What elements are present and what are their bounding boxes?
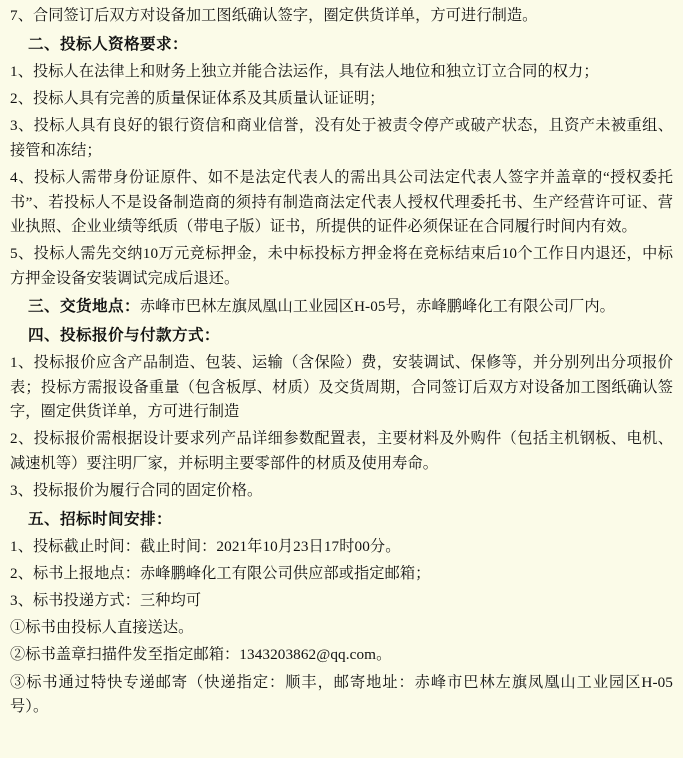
section-heading-5: 五、招标时间安排： <box>28 510 172 528</box>
clause-item: 3、投标人具有良好的银行资信和商业信誉，没有处于被责令停产或破产状态，且资产未被重组、接管和冻结； <box>10 117 673 159</box>
clause-item: 3、投标报价为履行合同的固定价格。 <box>10 482 263 499</box>
clause-item: 7、合同签订后双方对设备加工图纸确认签字，圈定供货详单，方可进行制造。 <box>10 7 538 24</box>
section-heading-3 <box>10 294 673 320</box>
clause-item: 2、投标报价需根据设计要求列产品详细参数配置表，主要材料及外购件（包括主机钢板、电机、减速机等）要注明厂家，并标明主要零部件的材质及使用寿命。 <box>10 430 673 472</box>
clause-sub-item: ③标书通过特快专递邮寄（快递指定：顺丰，邮寄地址：赤峰市巴林左旗凤凰山工业园区H-05号）。 <box>10 673 673 716</box>
section-heading-2: 二、投标人资格要求： <box>28 35 188 53</box>
clause-sub-item: ①标书由投标人直接送达。 <box>10 619 194 637</box>
clause-item: 2、投标人具有完善的质量保证体系及其质量认证证明； <box>10 90 385 107</box>
clause-item: 1、投标报价应含产品制造、包装、运输（含保险）费，安装调试、保修等，并分别列出分项报价表；投标方需报设备重量（包含板厚、材质）及交货周期，合同签订后双方对设备加工图纸确认签字，圈定供货详单，方可进行制造 <box>10 353 673 421</box>
clause-item: 2、标书上报地点：赤峰鹏峰化工有限公司供应部或指定邮箱； <box>10 565 431 582</box>
clause-item: 4、投标人需带身份证原件、如不是法定代表人的需出具公司法定代表人签字并盖章的“授权委托书”、若投标人不是设备制造商的须持有制造商法定代表人授权代理委托书、生产经营许可证、营业执照、企业业绩等纸质（带电子版）证书，所提供的证件必须保证在合同履行时间内有效。 <box>10 168 673 236</box>
clause-item: 3、标书投递方式：三种均可 <box>10 592 202 610</box>
section-heading-4: 四、投标报价与付款方式： <box>28 326 220 344</box>
clause-item: 1、投标人在法律上和财务上独立并能合法运作，具有法人地位和独立订立合同的权力； <box>10 62 599 80</box>
clause-item: 5、投标人需先交纳10万元竞标押金，未中标投标方押金将在竞标结束后10个工作日内退还，中标方押金设备安装调试完成后退还。 <box>10 245 673 287</box>
section-heading-3-value: 赤峰市巴林左旗凤凰山工业园区H-05号，赤峰鹏峰化工有限公司厂内。 <box>139 298 615 315</box>
section-heading-3-label: 三、交货地点： <box>28 298 140 315</box>
clause-sub-item: ②标书盖章扫描件发至指定邮箱：1343203862@qq.com。 <box>10 646 392 664</box>
clause-item: 1、投标截止时间：截止时间：2021年10月23日17时00分。 <box>10 537 401 555</box>
